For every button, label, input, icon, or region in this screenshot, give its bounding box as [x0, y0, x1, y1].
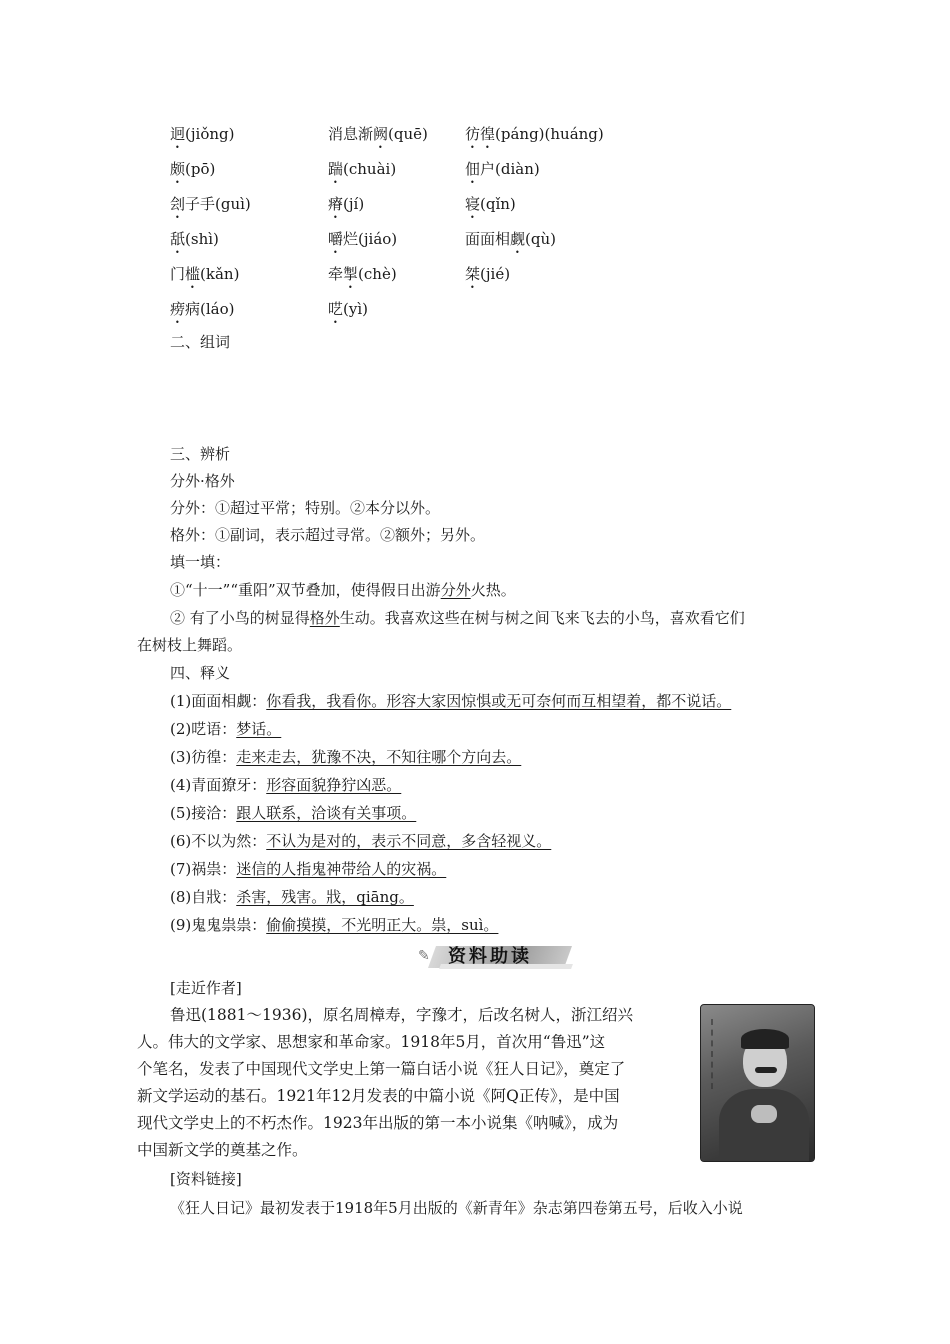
pinyin-item: 颇(pō) [170, 160, 216, 178]
author-portrait [700, 1004, 815, 1162]
fill-text: ② 有了小鸟的树显得 [170, 609, 310, 627]
banner-deco-icon: ✎ [418, 948, 430, 964]
banner-title: 资料助读 [448, 946, 532, 967]
fill-answer: 分外 [440, 581, 471, 599]
pinyin-item: 彷徨(páng)(huáng) [465, 125, 604, 143]
definition-row: (9)鬼鬼祟祟：偷偷摸摸，不光明正大。祟，suì。 [170, 916, 499, 934]
definition-row: (1)面面相觑：你看我，我看你。形容大家因惊惧或无可奈何而互相望着，都不说话。 [170, 692, 732, 710]
pinyin-item: 牵掣(chè) [328, 265, 397, 283]
pinyin-item: 踹(chuài) [328, 160, 397, 178]
pinyin-item: 门槛(kǎn) [170, 265, 240, 283]
section-heading: 二、组词 [170, 333, 231, 351]
author-text: 个笔名，发表了中国现代文学史上第一篇白话小说《狂人日记》，奠定了 [137, 1060, 626, 1078]
fill-sentence-2 [170, 608, 745, 628]
definition-fenwai: 分外：①超过平常；特别。②本分以外。 [170, 499, 441, 517]
definition-row: (3)彷徨：走来走去，犹豫不决，不知往哪个方向去。 [170, 748, 522, 766]
definition-gewai: 格外：①副词，表示超过寻常。②额外；另外。 [170, 526, 486, 544]
author-text: 中国新文学的奠基之作。 [137, 1141, 308, 1159]
link-heading: [资料链接] [170, 1170, 242, 1188]
pinyin-item: 面面相觑(qù) [465, 230, 556, 248]
author-text: 人。伟大的文学家、思想家和革命家。1918年5月，首次用“鲁迅”这 [137, 1033, 606, 1051]
section-heading: 三、辨析 [170, 445, 231, 463]
pinyin-item: 痨病(láo) [170, 300, 235, 318]
section-banner [418, 940, 568, 974]
fill-text: 生动。我喜欢这些在树与树之间飞来飞去的小鸟，喜欢看它们 [339, 609, 745, 627]
definition-row: (4)青面獠牙：形容面貌狰狞凶恶。 [170, 776, 402, 794]
fill-text: 火热。 [470, 581, 516, 599]
fill-sentence-2-cont: 在树枝上舞蹈。 [137, 636, 243, 654]
definition-row: (2)呓语：梦话。 [170, 720, 282, 738]
definition-row: (7)祸祟：迷信的人指鬼神带给人的灾祸。 [170, 860, 447, 878]
fill-label: 填一填： [170, 553, 231, 571]
fill-answer: 格外 [309, 609, 340, 627]
pinyin-item: 呓(yì) [328, 300, 368, 318]
pinyin-item: 桀(jié) [465, 265, 511, 283]
fill-sentence-1 [170, 580, 516, 600]
author-heading: [走近作者] [170, 979, 242, 997]
author-text: 鲁迅(1881～1936)，原名周樟寿，字豫才，后改名树人，浙江绍兴 [170, 1006, 633, 1024]
pinyin-item: 寝(qǐn) [465, 195, 516, 213]
pinyin-item: 消息渐阙(quē) [328, 125, 428, 143]
definition-row: (5)接洽：跟人联系，洽谈有关事项。 [170, 804, 417, 822]
pair-title: 分外·格外 [170, 472, 235, 490]
definition-row: (6)不以为然：不认为是对的，表示不同意，多含轻视义。 [170, 832, 552, 850]
pinyin-item: 瘠(jí) [328, 195, 365, 213]
link-text: 《狂人日记》最初发表于1918年5月出版的《新青年》杂志第四卷第五号，后收入小说 [170, 1199, 743, 1217]
pinyin-item: 舐(shì) [170, 230, 219, 248]
author-text: 新文学运动的基石。1921年12月发表的中篇小说《阿Q正传》，是中国 [137, 1087, 620, 1105]
pinyin-item: 嚼烂(jiáo) [328, 230, 398, 248]
section-heading: 四、释义 [170, 664, 231, 682]
pinyin-item: 刽子手(guì) [170, 195, 251, 213]
definition-row: (8)自戕：杀害，残害。戕，qiāng。 [170, 888, 414, 906]
pinyin-item: 迥(jiǒng) [170, 125, 235, 143]
pinyin-item: 佃户(diàn) [465, 160, 540, 178]
fill-text: ①“十一”“重阳”双节叠加，使得假日出游 [170, 581, 441, 599]
author-text: 现代文学史上的不朽杰作。1923年出版的第一本小说集《呐喊》，成为 [137, 1114, 619, 1132]
